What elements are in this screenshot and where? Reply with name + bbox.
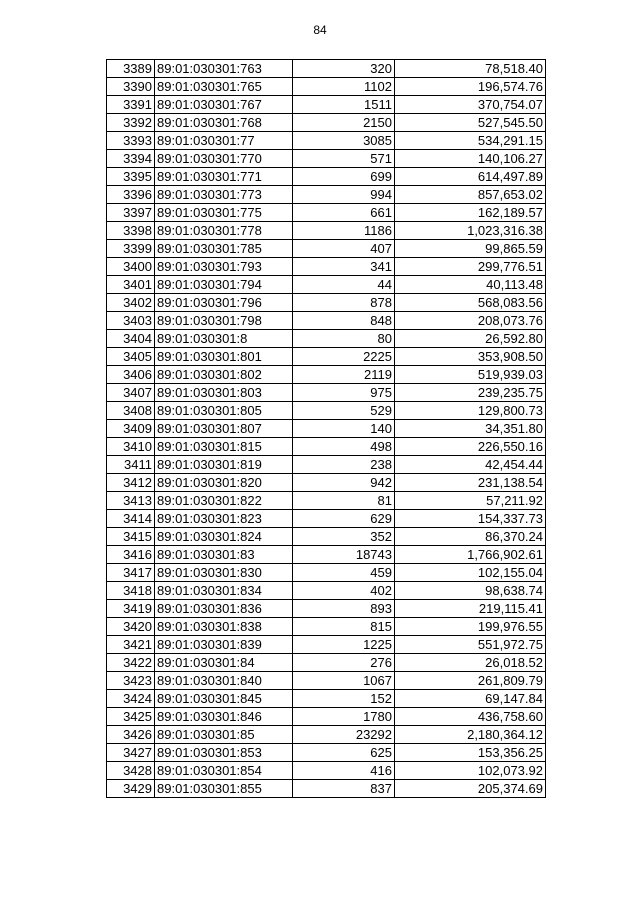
cadastral-number-cell: 89:01:030301:768 bbox=[155, 114, 293, 132]
row-number-cell: 3394 bbox=[107, 150, 155, 168]
area-cell: 81 bbox=[293, 492, 395, 510]
table-row bbox=[107, 492, 546, 510]
cadastral-number-cell: 89:01:030301:793 bbox=[155, 258, 293, 276]
table-row bbox=[107, 564, 546, 582]
cadastral-number-cell: 89:01:030301:836 bbox=[155, 600, 293, 618]
cadastral-number-cell: 89:01:030301:77 bbox=[155, 132, 293, 150]
cadastral-number-cell: 89:01:030301:823 bbox=[155, 510, 293, 528]
row-number-cell: 3393 bbox=[107, 132, 155, 150]
table-row bbox=[107, 258, 546, 276]
value-cell: 436,758.60 bbox=[395, 708, 546, 726]
area-cell: 276 bbox=[293, 654, 395, 672]
area-cell: 815 bbox=[293, 618, 395, 636]
area-cell: 2119 bbox=[293, 366, 395, 384]
cadastral-number-cell: 89:01:030301:767 bbox=[155, 96, 293, 114]
value-cell: 551,972.75 bbox=[395, 636, 546, 654]
cadastral-number-cell: 89:01:030301:854 bbox=[155, 762, 293, 780]
area-cell: 320 bbox=[293, 60, 395, 78]
cadastral-number-cell: 89:01:030301:785 bbox=[155, 240, 293, 258]
area-cell: 837 bbox=[293, 780, 395, 798]
area-cell: 238 bbox=[293, 456, 395, 474]
table-row bbox=[107, 420, 546, 438]
value-cell: 86,370.24 bbox=[395, 528, 546, 546]
cadastral-number-cell: 89:01:030301:798 bbox=[155, 312, 293, 330]
cadastral-number-cell: 89:01:030301:830 bbox=[155, 564, 293, 582]
value-cell: 527,545.50 bbox=[395, 114, 546, 132]
value-cell: 231,138.54 bbox=[395, 474, 546, 492]
value-cell: 1,023,316.38 bbox=[395, 222, 546, 240]
row-number-cell: 3390 bbox=[107, 78, 155, 96]
row-number-cell: 3389 bbox=[107, 60, 155, 78]
cadastral-number-cell: 89:01:030301:834 bbox=[155, 582, 293, 600]
row-number-cell: 3404 bbox=[107, 330, 155, 348]
table-row bbox=[107, 636, 546, 654]
table-row bbox=[107, 402, 546, 420]
row-number-cell: 3405 bbox=[107, 348, 155, 366]
value-cell: 57,211.92 bbox=[395, 492, 546, 510]
value-cell: 40,113.48 bbox=[395, 276, 546, 294]
table-body bbox=[107, 60, 546, 798]
table-row bbox=[107, 780, 546, 798]
table-row bbox=[107, 546, 546, 564]
row-number-cell: 3427 bbox=[107, 744, 155, 762]
cadastral-number-cell: 89:01:030301:775 bbox=[155, 204, 293, 222]
value-cell: 140,106.27 bbox=[395, 150, 546, 168]
row-number-cell: 3406 bbox=[107, 366, 155, 384]
value-cell: 208,073.76 bbox=[395, 312, 546, 330]
table-row bbox=[107, 222, 546, 240]
cadastral-number-cell: 89:01:030301:83 bbox=[155, 546, 293, 564]
row-number-cell: 3396 bbox=[107, 186, 155, 204]
value-cell: 69,147.84 bbox=[395, 690, 546, 708]
page-number: 84 bbox=[313, 23, 327, 37]
area-cell: 1780 bbox=[293, 708, 395, 726]
table-row bbox=[107, 672, 546, 690]
area-cell: 402 bbox=[293, 582, 395, 600]
table-row bbox=[107, 456, 546, 474]
cadastral-number-cell: 89:01:030301:771 bbox=[155, 168, 293, 186]
cadastral-number-cell: 89:01:030301:85 bbox=[155, 726, 293, 744]
value-cell: 205,374.69 bbox=[395, 780, 546, 798]
table-row bbox=[107, 708, 546, 726]
cadastral-number-cell: 89:01:030301:802 bbox=[155, 366, 293, 384]
value-cell: 614,497.89 bbox=[395, 168, 546, 186]
row-number-cell: 3413 bbox=[107, 492, 155, 510]
table-row bbox=[107, 78, 546, 96]
area-cell: 1511 bbox=[293, 96, 395, 114]
area-cell: 942 bbox=[293, 474, 395, 492]
table-row bbox=[107, 186, 546, 204]
row-number-cell: 3428 bbox=[107, 762, 155, 780]
row-number-cell: 3391 bbox=[107, 96, 155, 114]
area-cell: 498 bbox=[293, 438, 395, 456]
cadastral-number-cell: 89:01:030301:773 bbox=[155, 186, 293, 204]
row-number-cell: 3415 bbox=[107, 528, 155, 546]
value-cell: 261,809.79 bbox=[395, 672, 546, 690]
value-cell: 370,754.07 bbox=[395, 96, 546, 114]
row-number-cell: 3420 bbox=[107, 618, 155, 636]
table-row bbox=[107, 762, 546, 780]
row-number-cell: 3418 bbox=[107, 582, 155, 600]
row-number-cell: 3429 bbox=[107, 780, 155, 798]
table-row bbox=[107, 474, 546, 492]
row-number-cell: 3411 bbox=[107, 456, 155, 474]
value-cell: 26,592.80 bbox=[395, 330, 546, 348]
area-cell: 459 bbox=[293, 564, 395, 582]
table-row bbox=[107, 384, 546, 402]
value-cell: 154,337.73 bbox=[395, 510, 546, 528]
table-row bbox=[107, 150, 546, 168]
table-row bbox=[107, 114, 546, 132]
cadastral-number-cell: 89:01:030301:853 bbox=[155, 744, 293, 762]
cadastral-number-cell: 89:01:030301:796 bbox=[155, 294, 293, 312]
value-cell: 26,018.52 bbox=[395, 654, 546, 672]
area-cell: 629 bbox=[293, 510, 395, 528]
row-number-cell: 3408 bbox=[107, 402, 155, 420]
row-number-cell: 3398 bbox=[107, 222, 155, 240]
row-number-cell: 3400 bbox=[107, 258, 155, 276]
cadastral-number-cell: 89:01:030301:824 bbox=[155, 528, 293, 546]
area-cell: 1186 bbox=[293, 222, 395, 240]
value-cell: 534,291.15 bbox=[395, 132, 546, 150]
row-number-cell: 3392 bbox=[107, 114, 155, 132]
table-row bbox=[107, 690, 546, 708]
area-cell: 18743 bbox=[293, 546, 395, 564]
row-number-cell: 3417 bbox=[107, 564, 155, 582]
row-number-cell: 3423 bbox=[107, 672, 155, 690]
cadastral-number-cell: 89:01:030301:846 bbox=[155, 708, 293, 726]
table-row bbox=[107, 744, 546, 762]
row-number-cell: 3409 bbox=[107, 420, 155, 438]
data-table bbox=[106, 59, 546, 798]
area-cell: 152 bbox=[293, 690, 395, 708]
row-number-cell: 3399 bbox=[107, 240, 155, 258]
cadastral-number-cell: 89:01:030301:801 bbox=[155, 348, 293, 366]
table-row bbox=[107, 168, 546, 186]
row-number-cell: 3401 bbox=[107, 276, 155, 294]
area-cell: 407 bbox=[293, 240, 395, 258]
table-row bbox=[107, 60, 546, 78]
row-number-cell: 3419 bbox=[107, 600, 155, 618]
value-cell: 196,574.76 bbox=[395, 78, 546, 96]
table-row bbox=[107, 276, 546, 294]
value-cell: 519,939.03 bbox=[395, 366, 546, 384]
value-cell: 239,235.75 bbox=[395, 384, 546, 402]
table-row bbox=[107, 528, 546, 546]
cadastral-number-cell: 89:01:030301:838 bbox=[155, 618, 293, 636]
row-number-cell: 3402 bbox=[107, 294, 155, 312]
area-cell: 529 bbox=[293, 402, 395, 420]
area-cell: 140 bbox=[293, 420, 395, 438]
area-cell: 3085 bbox=[293, 132, 395, 150]
value-cell: 162,189.57 bbox=[395, 204, 546, 222]
area-cell: 893 bbox=[293, 600, 395, 618]
area-cell: 44 bbox=[293, 276, 395, 294]
value-cell: 199,976.55 bbox=[395, 618, 546, 636]
area-cell: 341 bbox=[293, 258, 395, 276]
cadastral-number-cell: 89:01:030301:840 bbox=[155, 672, 293, 690]
area-cell: 352 bbox=[293, 528, 395, 546]
cadastral-number-cell: 89:01:030301:803 bbox=[155, 384, 293, 402]
area-cell: 1225 bbox=[293, 636, 395, 654]
value-cell: 2,180,364.12 bbox=[395, 726, 546, 744]
cadastral-number-cell: 89:01:030301:778 bbox=[155, 222, 293, 240]
table-row bbox=[107, 582, 546, 600]
table-row bbox=[107, 510, 546, 528]
value-cell: 42,454.44 bbox=[395, 456, 546, 474]
cadastral-number-cell: 89:01:030301:8 bbox=[155, 330, 293, 348]
table-row bbox=[107, 240, 546, 258]
area-cell: 23292 bbox=[293, 726, 395, 744]
area-cell: 975 bbox=[293, 384, 395, 402]
value-cell: 226,550.16 bbox=[395, 438, 546, 456]
table-row bbox=[107, 96, 546, 114]
area-cell: 1067 bbox=[293, 672, 395, 690]
table-row bbox=[107, 438, 546, 456]
cadastral-number-cell: 89:01:030301:845 bbox=[155, 690, 293, 708]
area-cell: 416 bbox=[293, 762, 395, 780]
row-number-cell: 3397 bbox=[107, 204, 155, 222]
cadastral-number-cell: 89:01:030301:763 bbox=[155, 60, 293, 78]
row-number-cell: 3410 bbox=[107, 438, 155, 456]
table-row bbox=[107, 654, 546, 672]
table-row bbox=[107, 330, 546, 348]
cadastral-number-cell: 89:01:030301:855 bbox=[155, 780, 293, 798]
area-cell: 699 bbox=[293, 168, 395, 186]
table-row bbox=[107, 294, 546, 312]
row-number-cell: 3421 bbox=[107, 636, 155, 654]
cadastral-number-cell: 89:01:030301:794 bbox=[155, 276, 293, 294]
value-cell: 102,155.04 bbox=[395, 564, 546, 582]
row-number-cell: 3414 bbox=[107, 510, 155, 528]
value-cell: 98,638.74 bbox=[395, 582, 546, 600]
table-row bbox=[107, 618, 546, 636]
value-cell: 857,653.02 bbox=[395, 186, 546, 204]
row-number-cell: 3395 bbox=[107, 168, 155, 186]
row-number-cell: 3412 bbox=[107, 474, 155, 492]
table-row bbox=[107, 600, 546, 618]
area-cell: 571 bbox=[293, 150, 395, 168]
area-cell: 80 bbox=[293, 330, 395, 348]
cadastral-number-cell: 89:01:030301:765 bbox=[155, 78, 293, 96]
row-number-cell: 3407 bbox=[107, 384, 155, 402]
value-cell: 299,776.51 bbox=[395, 258, 546, 276]
value-cell: 153,356.25 bbox=[395, 744, 546, 762]
cadastral-number-cell: 89:01:030301:805 bbox=[155, 402, 293, 420]
table-row bbox=[107, 204, 546, 222]
value-cell: 102,073.92 bbox=[395, 762, 546, 780]
value-cell: 1,766,902.61 bbox=[395, 546, 546, 564]
area-cell: 661 bbox=[293, 204, 395, 222]
value-cell: 568,083.56 bbox=[395, 294, 546, 312]
area-cell: 2150 bbox=[293, 114, 395, 132]
area-cell: 625 bbox=[293, 744, 395, 762]
area-cell: 878 bbox=[293, 294, 395, 312]
area-cell: 994 bbox=[293, 186, 395, 204]
value-cell: 353,908.50 bbox=[395, 348, 546, 366]
value-cell: 34,351.80 bbox=[395, 420, 546, 438]
row-number-cell: 3426 bbox=[107, 726, 155, 744]
area-cell: 2225 bbox=[293, 348, 395, 366]
value-cell: 78,518.40 bbox=[395, 60, 546, 78]
cadastral-number-cell: 89:01:030301:770 bbox=[155, 150, 293, 168]
area-cell: 848 bbox=[293, 312, 395, 330]
row-number-cell: 3425 bbox=[107, 708, 155, 726]
value-cell: 129,800.73 bbox=[395, 402, 546, 420]
cadastral-number-cell: 89:01:030301:820 bbox=[155, 474, 293, 492]
value-cell: 99,865.59 bbox=[395, 240, 546, 258]
cadastral-number-cell: 89:01:030301:815 bbox=[155, 438, 293, 456]
row-number-cell: 3403 bbox=[107, 312, 155, 330]
row-number-cell: 3416 bbox=[107, 546, 155, 564]
table-row bbox=[107, 348, 546, 366]
table-row bbox=[107, 132, 546, 150]
cadastral-number-cell: 89:01:030301:822 bbox=[155, 492, 293, 510]
table-row bbox=[107, 366, 546, 384]
value-cell: 219,115.41 bbox=[395, 600, 546, 618]
row-number-cell: 3422 bbox=[107, 654, 155, 672]
cadastral-number-cell: 89:01:030301:839 bbox=[155, 636, 293, 654]
table-row bbox=[107, 726, 546, 744]
area-cell: 1102 bbox=[293, 78, 395, 96]
row-number-cell: 3424 bbox=[107, 690, 155, 708]
cadastral-number-cell: 89:01:030301:807 bbox=[155, 420, 293, 438]
table-row bbox=[107, 312, 546, 330]
cadastral-number-cell: 89:01:030301:84 bbox=[155, 654, 293, 672]
cadastral-number-cell: 89:01:030301:819 bbox=[155, 456, 293, 474]
